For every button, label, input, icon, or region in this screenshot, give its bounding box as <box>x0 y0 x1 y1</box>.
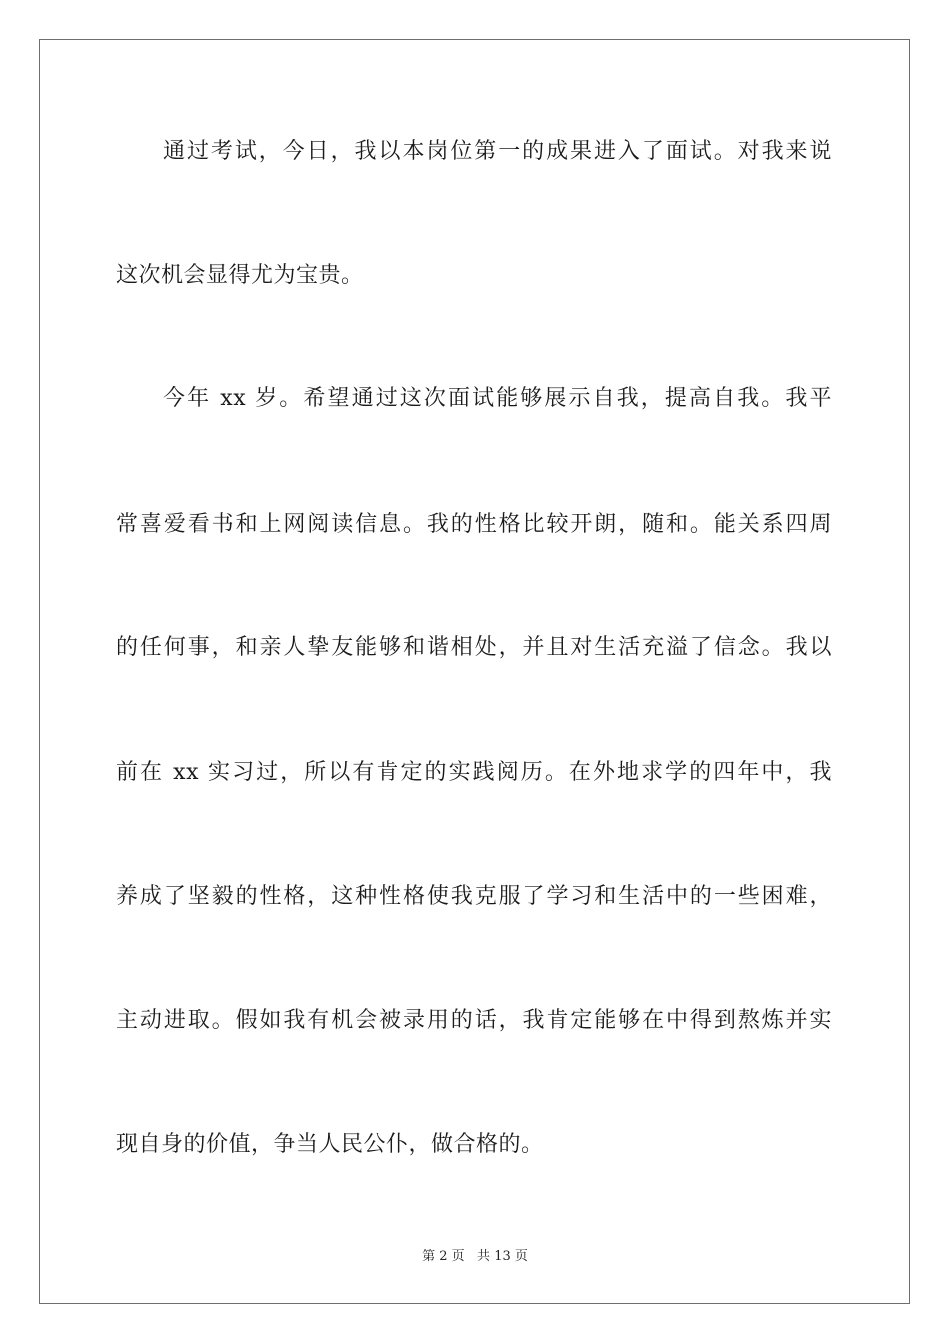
page-number-footer: 第 2 页 共 13 页 <box>422 1249 528 1264</box>
paragraph-2-line-5: 养成了坚毅的性格，这种性格使我克服了学习和生活中的一些困难， <box>116 884 832 909</box>
paragraph-2-line-3: 的任何事，和亲人挚友能够和谐相处，并且对生活充溢了信念。我以 <box>116 635 832 660</box>
page-border <box>39 39 910 1304</box>
paragraph-1-line-1: 通过考试，今日，我以本岗位第一的成果进入了面试。对我来说 <box>163 139 832 164</box>
paragraph-2-line-6: 主动进取。假如我有机会被录用的话，我肯定能够在中得到熬炼并实 <box>116 1008 832 1033</box>
paragraph-2-line-1: 今年 xx 岁。希望通过这次面试能够展示自我，提高自我。我平 <box>163 386 832 411</box>
paragraph-1-line-2: 这次机会显得尤为宝贵。 <box>116 263 364 288</box>
paragraph-2-line-2: 常喜爱看书和上网阅读信息。我的性格比较开朗，随和。能关系四周 <box>116 512 832 537</box>
paragraph-2-line-4: 前在 xx 实习过，所以有肯定的实践阅历。在外地求学的四年中，我 <box>116 760 832 785</box>
paragraph-2-line-7: 现自身的价值，争当人民公仆，做合格的。 <box>116 1132 544 1157</box>
